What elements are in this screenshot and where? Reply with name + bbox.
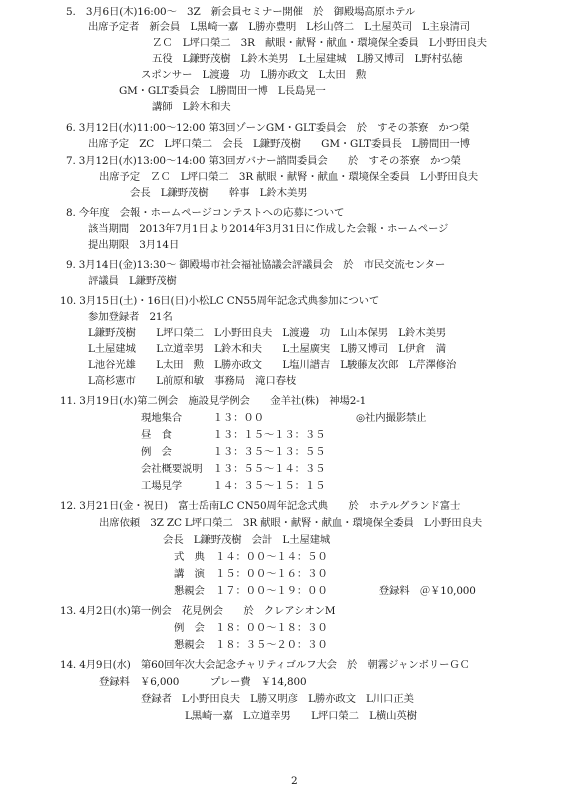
item-8-period: 該当期間 2013年7月1日より2014年3月31日に作成した会報・ホームページ bbox=[88, 223, 449, 235]
item-10-registrants-row-3: L池谷光雄 L太田 勲 L勝亦政文 L塩川譜吉 L駿藤友次郎 L芹澤修治 bbox=[88, 359, 457, 371]
item-5-attendees-sponsors: スポンサー L渡邊 功 L勝亦政文 L太田 勲 bbox=[141, 69, 367, 81]
item-8-heading: 8. 今年度 会報・ホームページコンテストへの応募について bbox=[66, 207, 345, 219]
item-12-schedule-ceremony: 式 典 １４：００～１４：５０ bbox=[174, 551, 328, 563]
item-9-heading: 9. 3月14日(金)13:30～ 御殿場市社会福祉協議会評議員会 於 市民交流センター bbox=[66, 259, 446, 271]
item-13-schedule-reception: 懇親会 １８：３５～２０：３０ bbox=[174, 639, 328, 651]
item-7-attendees-president: 会長 L鎌野茂樹 幹事 L鈴木美男 bbox=[130, 187, 308, 199]
item-11-schedule-overview: 会社概要説明 １３：５５～１４：３５ bbox=[141, 463, 326, 475]
item-7-heading: 7. 3月12日(水)13:00～14:00 第3回ガバナー諮問委員会 於 すその茶寮 かつ榮 bbox=[66, 155, 461, 167]
item-5-attendees-new-members: 出席予定者 新会員 L黒崎一嘉 L勝亦豊明 L杉山啓二 L土屋英司 L主泉清司 bbox=[88, 21, 470, 33]
item-10-registrant-count: 参加登録者 21名 bbox=[88, 311, 173, 323]
item-10-registrants-row-1: L鎌野茂樹 L坪口榮二 L小野田良夫 L渡邊 功 L山本保男 L鈴木美男 bbox=[88, 327, 446, 339]
item-12-schedule-lecture: 講 演 １５：００～１６：３０ bbox=[174, 568, 328, 580]
item-11-schedule-gather: 現地集合 １３：００ ◎社内撮影禁止 bbox=[141, 412, 427, 424]
item-14-heading: 14. 4月9日(水) 第60回年次大会記念チャリティゴルフ大会 於 朝霧ジャンボリーＧＣ bbox=[60, 659, 470, 671]
item-5-heading: 5. 3月6日(木)16:00～ 3Z 新会員セミナー開催 於 御殿場高原ホテル bbox=[66, 6, 416, 18]
item-5-attendees-zc: ＺＣ L坪口榮二 3R 献眼・献腎・献血・環境保全委員 L小野田良夫 bbox=[152, 37, 487, 49]
item-13-schedule-meeting: 例 会 １８：００～１８：３０ bbox=[174, 622, 328, 634]
item-12-heading: 12. 3月21日(金・祝日) 富士岳南LC CN50周年記念式典 於 ホテルグランド富士 bbox=[60, 500, 461, 512]
item-7-attendees: 出席予定 ＺＣ L坪口榮二 3R 献眼・献腎・献血・環境保全委員 L小野田良夫 bbox=[99, 171, 478, 183]
page-number: 2 bbox=[291, 775, 298, 787]
item-6-heading: 6. 3月12日(水)11:00～12:00 第3回ゾーンGM・GLT委員会 於 すその茶寮 かつ榮 bbox=[66, 122, 470, 134]
item-12-schedule-reception: 懇親会 １７：００～１９：００ 登録料 ＠￥10,000 bbox=[174, 585, 476, 597]
item-13-heading: 13. 4月2日(水)第一例会 花見例会 於 クレアシオンM bbox=[60, 605, 336, 617]
item-10-registrants-row-2: L土屋建城 L立道幸男 L鈴木和夫 L土屋廣実 L勝又博司 L伊倉 満 bbox=[88, 343, 446, 355]
item-5-attendees-officers: 五役 L鎌野茂樹 L鈴木美男 L土屋建城 L勝又博司 L野村弘徳 bbox=[152, 53, 463, 65]
item-8-deadline: 提出期限 3月14日 bbox=[88, 239, 180, 251]
item-14-fees: 登録料 ￥6,000 プレー費 ￥14,800 bbox=[99, 676, 307, 688]
item-12-attendance-request: 出席依頼 3Z ZC L坪口榮二 3R 献眼・献腎・献血・環境保全委員 L小野田良夫 bbox=[99, 517, 482, 529]
item-11-schedule-meeting: 例 会 １３：３５～１３：５５ bbox=[141, 446, 326, 458]
item-11-heading: 11. 3月19日(水)第二例会 施設見学例会 金羊社(株) 神場2-1 bbox=[60, 395, 367, 407]
item-12-president-treasurer: 会長 L鎌野茂樹 会計 L土屋建城 bbox=[163, 534, 331, 546]
item-14-registrants-row-1: 登録者 L小野田良夫 L勝又明彦 L勝亦政文 L川口正美 bbox=[141, 693, 414, 705]
item-5-attendees-gm-glt: GM・GLT委員会 L勝間田一博 L長島晃一 bbox=[119, 85, 326, 97]
item-10-heading: 10. 3月15日(土)・16日(日)小松LC CN55周年記念式典参加について bbox=[60, 295, 380, 307]
item-6-attendees: 出席予定 ZC L坪口榮二 会長 L鎌野茂樹 GM・GLT委員長 L勝間田一博 bbox=[88, 138, 470, 150]
item-11-schedule-tour: 工場見学 １４：３５～１５：１５ bbox=[141, 480, 326, 492]
item-5-lecturer: 講師 L鈴木和夫 bbox=[152, 101, 231, 113]
item-10-registrants-row-4: L高杉憲市 L前原和敏 事務局 滝口春枝 bbox=[88, 375, 297, 387]
item-9-councillor: 評議員 L鎌野茂樹 bbox=[88, 275, 177, 287]
item-14-registrants-row-2: L黒崎一嘉 L立道幸男 L坪口榮二 L横山英樹 bbox=[185, 710, 417, 722]
item-11-schedule-lunch: 昼 食 １３：１５～１３：３５ bbox=[141, 429, 326, 441]
